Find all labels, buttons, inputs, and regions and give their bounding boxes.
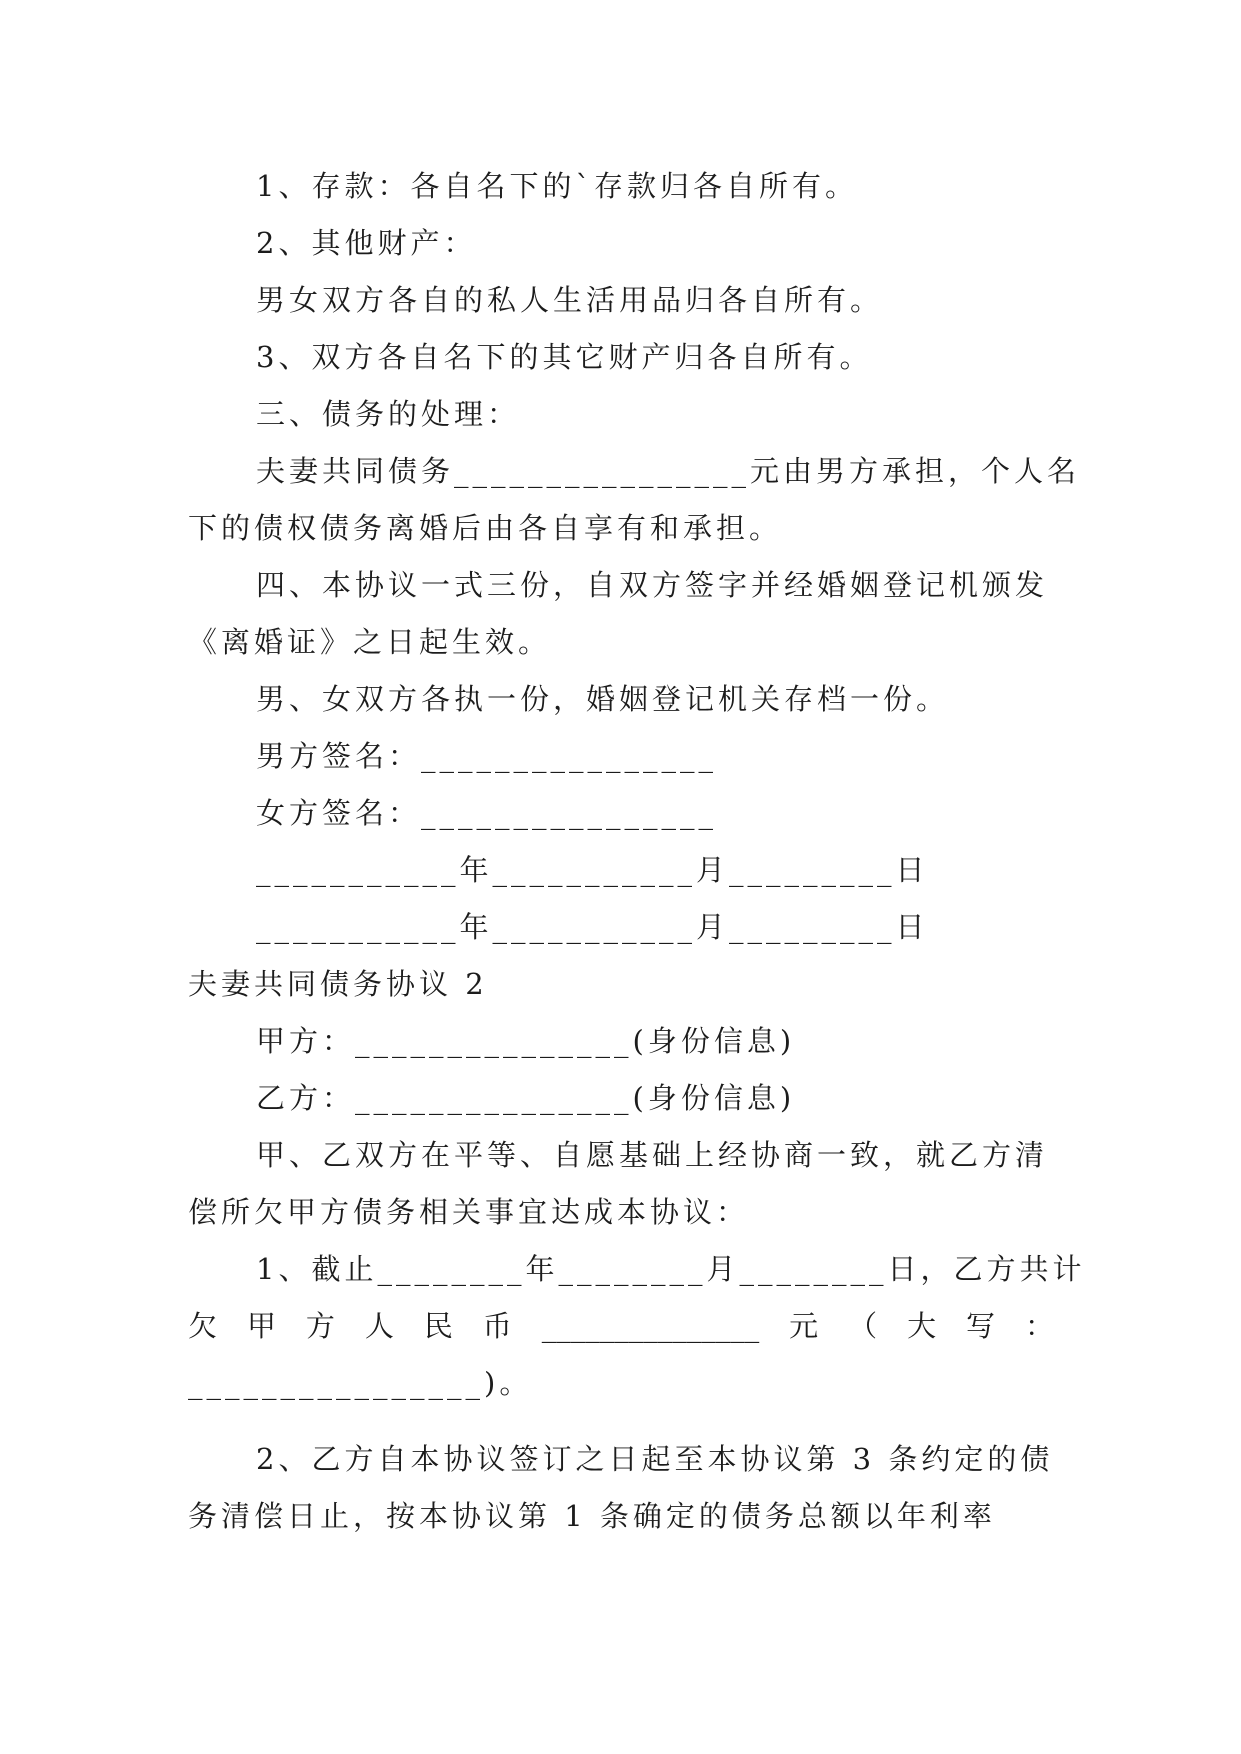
char: 民 (423, 1309, 453, 1343)
char: 写 (966, 1309, 996, 1343)
paragraph-line: 《离婚证》之日起生效。 (188, 625, 552, 659)
paragraph-line: 偿所欠甲方债务相关事宜达成本协议： (188, 1195, 750, 1229)
signature-line-male: 男方签名：________________ (256, 739, 718, 773)
paragraph-line: 甲、乙双方在平等、自愿基础上经协商一致，就乙方清 (256, 1138, 1049, 1172)
paragraph-line: 男女双方各自的私人生活用品归各自所有。 (256, 283, 884, 317)
signature-line-female: 女方签名：________________ (256, 796, 718, 830)
char: （ (848, 1309, 878, 1343)
char: 方 (305, 1309, 335, 1343)
char: 元 (789, 1309, 819, 1343)
paragraph-line: 2、乙方自本协议签订之日起至本协议第 3 条约定的债 (256, 1442, 1054, 1476)
paragraph-line: 夫妻共同债务________________元由男方承担，个人名 (256, 454, 1081, 488)
char: 欠 (188, 1309, 218, 1343)
paragraph-line: 2、其他财产： (256, 226, 477, 260)
paragraph-line: 务清偿日止，按本协议第 1 条确定的债务总额以年利率 (188, 1499, 996, 1533)
paragraph-line: 四、本协议一式三份，自双方签字并经婚姻登记机颁发 (256, 568, 1049, 602)
agreement-title: 夫妻共同债务协议 2 (188, 967, 488, 1001)
paragraph-line: 下的债权债务离婚后由各自享有和承担。 (188, 511, 783, 545)
paragraph-line: 3、双方各自名下的其它财产归各自所有。 (256, 340, 873, 374)
char: 大 (907, 1309, 937, 1343)
char: 人 (364, 1309, 394, 1343)
section-heading: 三、债务的处理： (256, 397, 521, 431)
paragraph-line: 男、女双方各执一份，婚姻登记机关存档一份。 (256, 682, 950, 716)
char: 币 (482, 1309, 512, 1343)
char: 甲 (246, 1309, 276, 1343)
party-b-line: 乙方：_______________(身份信息) (256, 1081, 796, 1115)
date-line: ___________年___________月_________日 (256, 910, 929, 944)
amount-blank: _______________ (541, 1309, 760, 1343)
char: ： (1024, 1309, 1054, 1343)
party-a-line: 甲方：_______________(身份信息) (256, 1024, 796, 1058)
paragraph-line: ________________)。 (188, 1366, 533, 1400)
date-line: ___________年___________月_________日 (256, 853, 929, 887)
justified-amount-line (188, 1297, 1054, 1355)
paragraph-line: 1、存款：各自名下的`存款归各自所有。 (256, 169, 858, 203)
paragraph-line: 1、截止________年________月________日，乙方共计 (256, 1252, 1086, 1286)
